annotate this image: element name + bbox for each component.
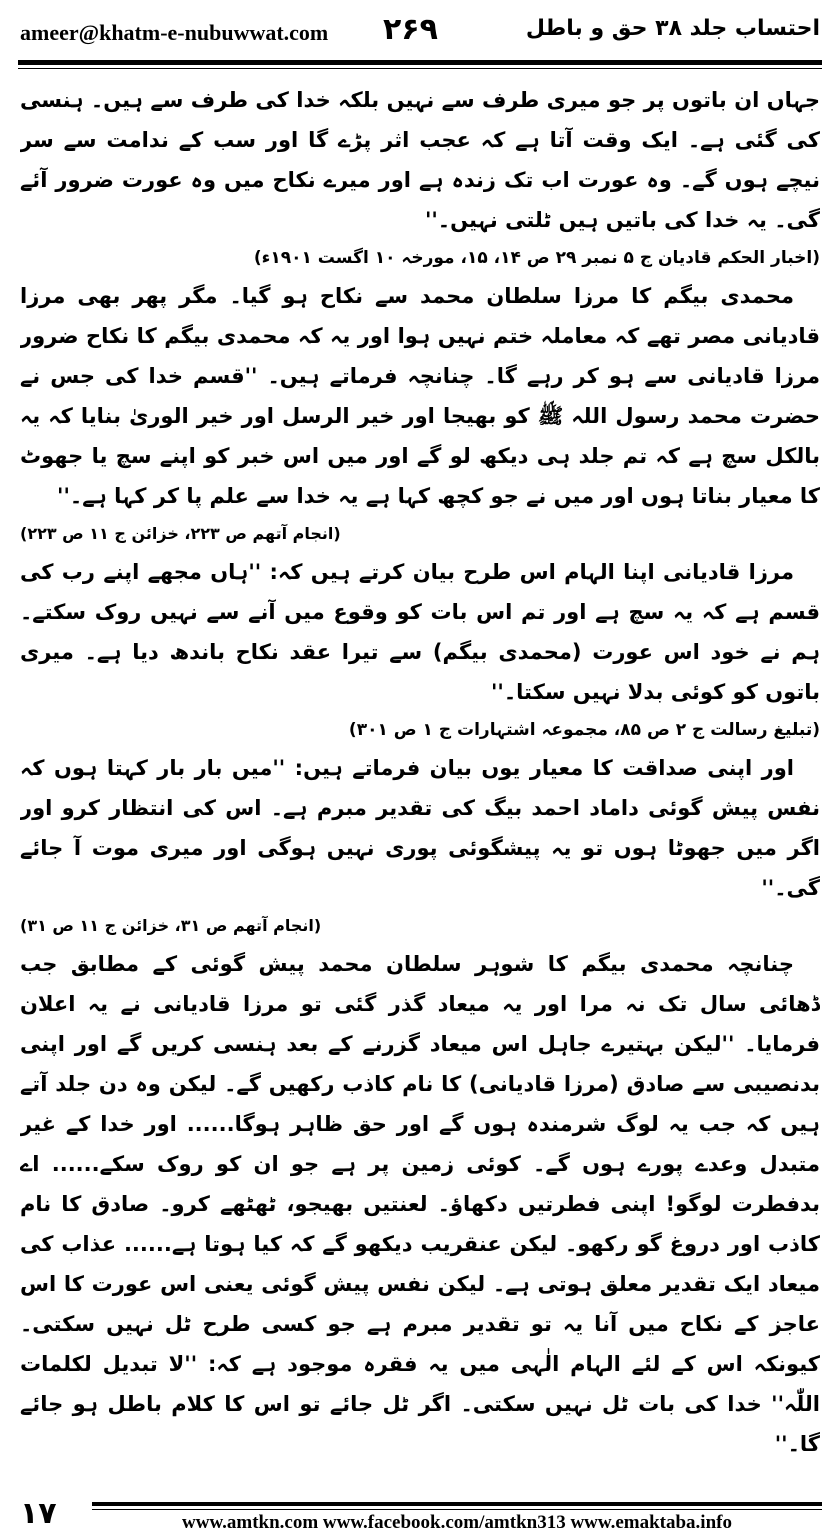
header-email: ameer@khatm-e-nubuwwat.com — [20, 20, 329, 45]
paragraph-2: محمدی بیگم کا مرزا سلطان محمد سے نکاح ہو گیا۔ مگر پھر بھی مرزا قادیانی مصر تھے کہ معاملہ ختم نہیں ہوا اور یہ کہ محمدی بیگم کا نکاح ضرور مرزا قادیانی سے ہو کر رہے گا۔ چنانچہ فرماتے ہیں۔ ''قسم خدا کی جس نے حضرت محمد رسول اللہ ﷺ کو بھیجا اور خیر الرسل اور خیر الوریٰ بنایا کہ یہ بالکل سچ ہے کہ تم جلد ہی دیکھ لو گے اور میں اس خبر کو اپنے سچ یا جھوٹ کا معیار بناتا ہوں اور میں نے جو کچھ کہا ہے یہ خدا سے علم پا کر کہا ہے۔'' — [20, 284, 820, 508]
book-title: احتساب جلد ۳۸ حق و باطل — [525, 16, 820, 41]
reference-1: (اخبار الحکم قادیان ج ۵ نمبر ۲۹ ص ۱۴، ۱۵، مورخہ ۱۰ اگست ۱۹۰۱ء) — [253, 248, 820, 268]
header-rule-thick — [18, 60, 822, 65]
footer-links: www.amtkn.com www.facebook.com/amtkn313 www.emaktaba.info — [182, 1512, 732, 1533]
paragraph-3: مرزا قادیانی اپنا الہام اس طرح بیان کرتے ہیں کہ: ''ہاں مجھے اپنے رب کی قسم ہے کہ یہ سچ ہے اور تم اس بات کو وقوع میں آنے سے نہیں روک سکتے۔ ہم نے خود اس عورت (محمدی بیگم) سے تیرا عقد نکاح باندھ دیا ہے۔ میری باتوں کو کوئی بدلا نہیں سکتا۔'' — [20, 560, 820, 704]
header-rule-thin — [18, 68, 822, 69]
footer-folio: ۱۷ — [20, 1496, 57, 1531]
paragraph-5: چنانچہ محمدی بیگم کا شوہر سلطان محمد پیش گوئی کے مطابق جب ڈھائی سال تک نہ مرا اور یہ میعاد گذر گئی تو مرزا قادیانی نے یہ اعلان فرمایا۔ ''لیکن بہتیرے جاہل اس میعاد گزرنے کے بعد ہنسی کریں گے اور اپنی بدنصیبی سے صادق (مرزا قادیانی) کا نام کاذب رکھیں گے۔ لیکن وہ دن جلد آتے ہیں کہ جب یہ لوگ شرمندہ ہوں گے اور حق ظاہر ہوگا...... اور خدا کے غیر متبدل وعدے پورے ہوں گے۔ کوئی زمین پر ہے جو ان کو روک سکے...... اے بدفطرت لوگو! اپنی فطرتیں دکھاؤ۔ لعنتیں بھیجو، ٹھٹھے کرو۔ صادق کا نام کاذب اور دروغ گو رکھو۔ لیکن عنقریب دیکھو گے کہ کیا ہوتا ہے...... عذاب کی میعاد ایک تقدیر معلق ہوتی ہے۔ لیکن نفس پیش گوئی یعنی اس عورت کا اس عاجز کے نکاح میں آنا یہ تو تقدیر مبرم ہے جو کسی طرح ٹل نہیں سکتی۔ کیونکہ اس کے لئے الہام الٰہی میں یہ فقرہ موجود ہے کہ: ''لا تبدیل لکلمات اللّٰہ'' خدا کی بات ٹل نہیں سکتی۔ اگر ٹل جائے تو اس کا کلام باطل ہو جائے گا۔'' — [20, 952, 820, 1456]
citation-4: (انجام آتھم ص ۳۱، خزائن ج ۱۱ ص ۳۱) — [20, 916, 322, 935]
footer-rule-thin — [92, 1509, 822, 1510]
page-header — [0, 0, 840, 56]
paragraph-4: اور اپنی صداقت کا معیار یوں بیان فرماتے ہیں: ''میں بار بار کہتا ہوں کہ نفس پیش گوئی داماد احمد بیگ کی تقدیر مبرم ہے۔ اس کی انتظار کرو اور اگر میں جھوٹا ہوں تو یہ پیشگوئی پوری نہیں ہوگی اور میری موت آ جائے گی۔'' — [20, 756, 820, 900]
footer-rule-thick — [92, 1502, 822, 1506]
paragraph-1: جہاں ان باتوں پر جو میری طرف سے نہیں بلکہ خدا کی طرف سے ہیں۔ ہنسی کی گئی ہے۔ ایک وقت آتا ہے کہ عجب اثر پڑے گا اور سب کے ندامت سے سر نیچے ہوں گے۔ وہ عورت اب تک زندہ ہے اور میرے نکاح میں وہ عورت ضرور آئے گی۔ یہ خدا کی باتیں ہیں ٹلتی نہیں۔'' — [20, 88, 820, 232]
page-footer — [0, 1496, 840, 1540]
reference-3: (تبلیغ رسالت ج ۲ ص ۸۵، مجموعہ اشتہارات ج ۱ ص ۳۰۱) — [348, 720, 820, 740]
page-body — [20, 80, 820, 1485]
citation-2: (انجام آتھم ص ۲۲۳، خزائن ج ۱۱ ص ۲۲۳) — [20, 524, 341, 543]
page-number: ۲۶۹ — [383, 12, 438, 47]
